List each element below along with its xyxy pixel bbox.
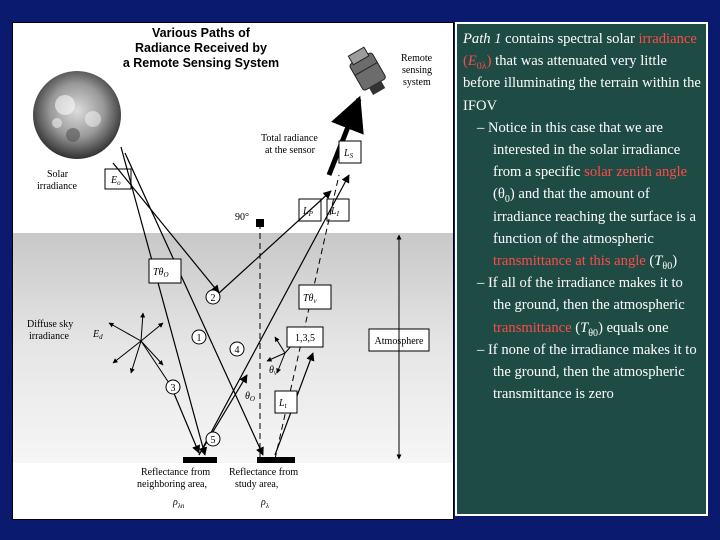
path-number-2 [206,290,220,304]
text-span: T [654,253,663,270]
T-theta-o-box [149,259,181,283]
text-span: ( [645,253,655,270]
text-span: ) and that the amount of irradiance reaching the surface is a function of the atmospheric [493,186,696,247]
Ed-symbol: $E_d$ [93,329,103,341]
diagram-title-line-1: Various Paths of [152,26,250,40]
satellite-icon [345,45,391,98]
svg-text:Tθv: $T\theta_v$ [303,293,317,305]
svg-text:TθO: $T\theta_O$ [153,267,169,279]
subscript: 0 [504,194,510,206]
highlight-span: transmittance at this angle [493,253,646,270]
svg-text:5: 5 [210,435,216,446]
svg-text:LS: $L_S$ [344,148,354,160]
svg-text:Eo: $E_o$ [111,175,121,187]
radiance-paths-diagram [12,22,454,520]
text-span: (θ [493,186,505,203]
svg-text:1: 1 [196,333,202,344]
svg-text:Atmosphere: Atmosphere [374,336,424,347]
ground-study-bar [257,457,295,463]
box-1-3-5 [287,327,323,347]
text-span: – If all of the irradiance makes it to the ground, then the atmospheric [477,275,685,314]
rho-neighbor-symbol: $\rho_{\lambda n}$ [173,497,185,510]
highlight-span: transmittance [493,319,572,336]
remote-sensing-label-2: sensing [402,65,432,76]
highlight-span: ) [486,53,492,70]
highlight-span: E [467,53,477,70]
Ls-box [339,141,361,163]
text-span: – If none of the irradiance makes it to the ground, then the atmospheric transmittance is zero [477,341,697,403]
T-theta-v-box [299,285,331,309]
explanation-panel [455,22,708,516]
svg-text:4: 4 [234,345,240,356]
diffuse-sky-label-2: irradiance [29,331,69,342]
path-number-3 [166,380,180,394]
path-number-1 [192,330,206,344]
diffuse-sky-label-1: Diffuse sky [27,319,74,330]
Eo-box [105,169,131,189]
ground-neighbor-bar [183,457,217,463]
solar-irradiance-label-1: Solar [47,169,69,180]
subscript: 0λ [476,61,487,73]
text-span: contains spectral solar [501,31,639,47]
subscript: θ0 [588,327,599,339]
total-radiance-arrow [329,99,359,175]
text-span: ) equals one [598,319,669,336]
text-span: ) [672,253,678,270]
theta-o-label: $\theta_O$ [245,391,255,403]
path-number-4 [230,342,244,356]
svg-text:Lt: $L_t$ [279,398,287,410]
svg-text:2: 2 [210,293,216,304]
remote-sensing-label-3: system [403,77,431,88]
subscript: θ0 [662,260,673,272]
remote-sensing-label-1: Remote [401,53,433,64]
svg-text:LI: $L_I$ [331,206,339,218]
bullet-3 [477,339,702,406]
reflectance-study-label-1: Reflectance from [229,467,299,478]
diagram-title-line-3: a Remote Sensing System [122,56,280,70]
solar-irradiance-label-2: irradiance [37,181,77,192]
path-number-5 [206,432,220,446]
text-span: – Notice in this case that we are interested in the solar irradiance from a specific [477,119,681,181]
angle-90-label: 90° [235,212,249,223]
bullet-1 [477,117,702,272]
total-radiance-label-2: at the sensor [265,145,315,156]
theta-v-label: $\theta_v$ [269,365,278,377]
reflectance-neighbor-label-2: neighboring area, [137,479,207,490]
bullet-2 [477,272,702,339]
svg-text:1,3,5: 1,3,5 [295,333,315,344]
Lt-box [275,391,297,413]
svg-text:3: 3 [170,383,176,394]
svg-text:LP: $L_P$ [303,206,313,218]
total-radiance-label-1: Total radiance [261,133,318,144]
text-span: that was attenuated very little before illuminating the terrain within the IFOV [463,53,701,114]
path-1-term: Path 1 [463,31,502,47]
rho-study-symbol: $\rho_\lambda$ [261,497,269,510]
diagram-title-line-2: Radiance Received by [134,41,268,55]
highlight-span: irradiance ( [463,31,697,70]
highlight-span: solar zenith angle [584,164,688,181]
path-1-paragraph [463,28,702,117]
reflectance-study-label-2: study area, [235,479,279,490]
reflectance-neighbor-label-1: Reflectance from [141,467,211,478]
text-span: T [580,319,589,336]
text-span: ( [571,319,581,336]
sun-image [33,71,121,159]
